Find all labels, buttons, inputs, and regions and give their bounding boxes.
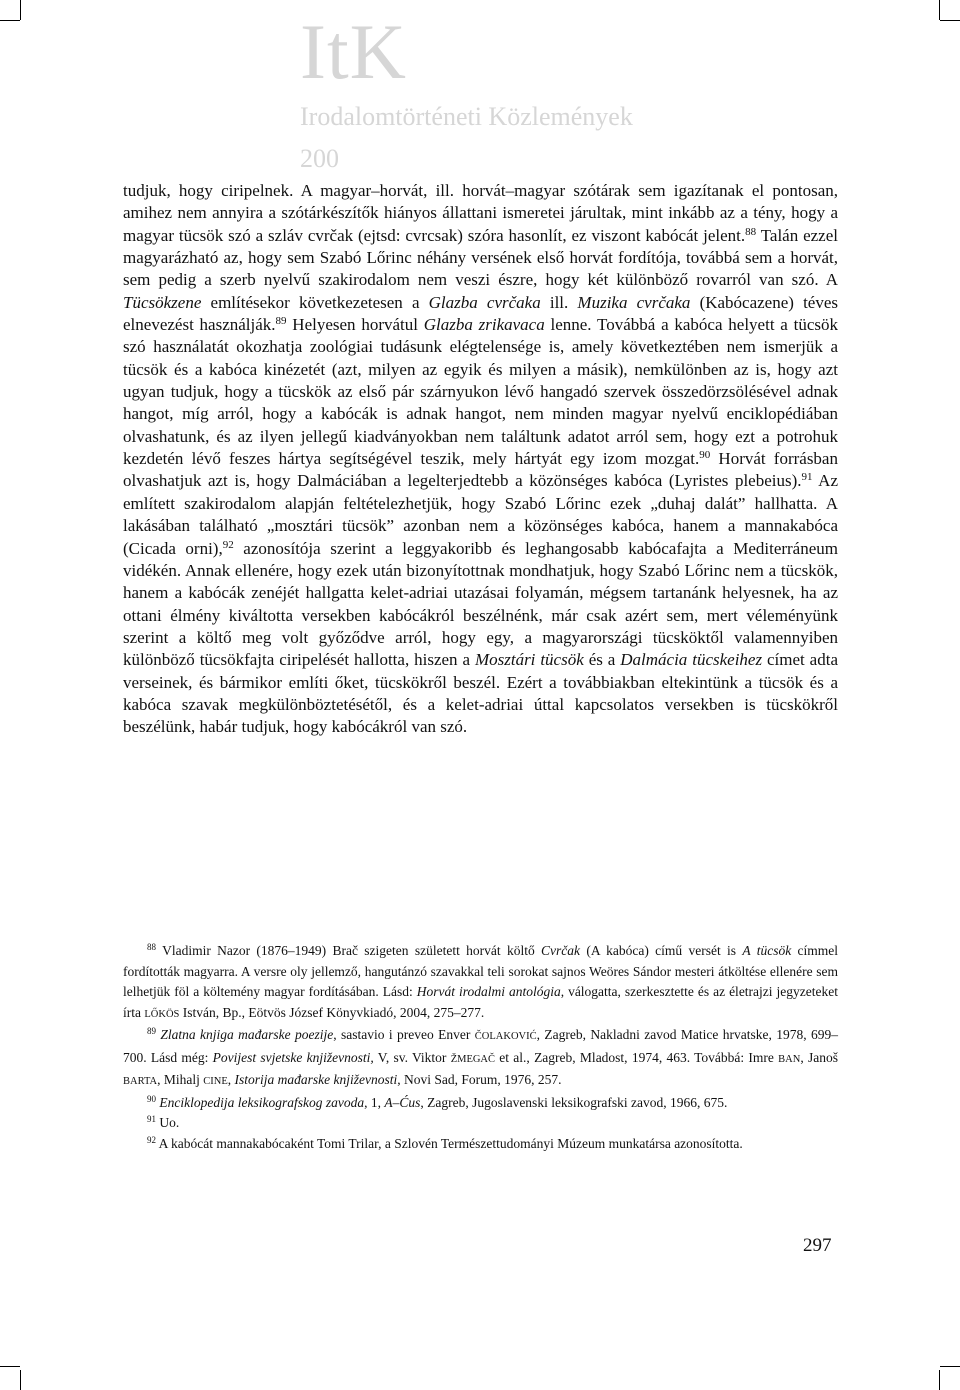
journal-year: 200 xyxy=(300,144,339,173)
footnote-ref-92[interactable]: 92 xyxy=(222,538,234,551)
footnote-91: $^{91}$ Uo. xyxy=(147,1114,180,1130)
footnote-92: $^{92}$ A kabócát mannakabócaként Tomi Trilar, a Szlovén Természettudományi Múzeum munkatársa azonosította. xyxy=(147,1134,743,1151)
footnote-ref-89[interactable]: 89 xyxy=(275,315,287,328)
crop-mark-bottom-right-h xyxy=(940,1366,960,1367)
crop-mark-bottom-left-h xyxy=(0,1366,20,1367)
crop-mark-top-right-v xyxy=(939,0,940,20)
crop-mark-top-right-h xyxy=(940,20,960,21)
page-number: 297 xyxy=(803,1235,832,1256)
journal-header xyxy=(300,8,633,174)
footnote-ref-90[interactable]: 90 xyxy=(699,449,711,462)
journal-logo: ItK xyxy=(300,8,407,95)
crop-mark-bottom-left-v xyxy=(20,1370,21,1390)
crop-mark-bottom-right-v xyxy=(939,1370,940,1390)
footnotes xyxy=(123,941,838,1154)
footnote-89: $^{89}$ Zlatna knjiga mađarske poezije, sastavio i preveo Enver ČOLAKOVIĆ, Zagreb, Nakladni zavod Matice hrvatske, 1978, 699–700. Lásd még: Povijest svjetske književnosti, V, sv. Viktor ŽMEGAČ et al., Zagreb, Mladost, 1974, 463. Továbbá: Imre BAN, Janoš BARTA, Mihalj CINE, Istorija mađarske književnosti, Novi Sad, Forum, 1976, 257. xyxy=(123,1026,838,1087)
crop-mark-top-left-h xyxy=(0,20,20,21)
footnote-88: $^{88}$ Vladimir Nazor (1876–1949) Brač szigeten született horvát költő Cvrčak (A kabóca) című versét is A tücsök címmel fordították magyarra. A versre oly jellemző, hangutánzó szavakkal teli sorokat sajnos Weöres Sándor mesteri átköltése ellenére sem lelhetjük föl a költemény magyar fordításában. Lásd: Horvát irodalmi antológia, válogatta, szerkesztette és az életrajzi jegyzeteket írta LŐKÖS István, Bp., Eötvös József Könyvkiadó, 2004, 275–277. xyxy=(123,942,838,1020)
footnote-90: $^{90}$ Enciklopedija leksikografskog zavoda, 1, A–Ćus, Zagreb, Jugoslavenski leksikografski zavod, 1966, 675. xyxy=(147,1093,728,1110)
footnote-ref-91[interactable]: 91 xyxy=(801,471,813,484)
footnote-ref-88[interactable]: 88 xyxy=(745,225,757,238)
journal-title: Irodalomtörténeti Közlemények xyxy=(300,102,633,131)
body-paragraph: tudjuk, hogy ciripelnek. A magyar–horvát, ill. horvát–magyar szótárak sem igazítanak el pontosan, amihez nem annyira a szótárkészítők hiányos állattani ismeretei járultak, mint inkább az a tény, hogy a magyar tücsök szó a szláv cvrčak (ejtsd: cvrcsak) szóra hasonlít, ez viszont kabócát jelent.$^{88}$ Talán ezzel magyarázható az, hogy sem Szabó Lőrinc néhány versének első horvát fordítója, továbbá sem a horvát, sem pedig a szerb nyelvű szakirodalom nem veszi észre, hogy két különböző rovarról van szó. A Tücsökzene említésekor következetesen a Glazba cvrčaka ill. Muzika cvrčaka (Kabócazene) téves elnevezést használják.$^{89}$ Helyesen horvátul Glazba zrikavaca lenne. Továbbá a kabóca helyett a tücsök szó használatát okozhatja zoológiai tudásunk elégtelensége is, amely következtében nem ismerjük a tücsök és a kabóca kinézetét (azt, milyen az egyik és milyen a másik), nemkülönben az is, hogy azt ugyan tudjuk, hogy a tücskök az első pár szárnyukon lévő hangadó szervek összedörzsölésével adnak hangot, míg arról, hogy a kabócák is adnak hangot, nem minden magyar nyelvű enciklopédiában olvashatunk, és az ilyen jellegű kiadványokban nem találtunk adatot arról sem, hogy ezt a potrohuk kezdetén lévő feszes hártya segítségével teszik, mely hártyát egy izom mozgat.$^{90}$ Horvát forrásban olvashatjuk azt is, hogy Dalmáciában a legelterjedtebb a közönséges kabóca (Lyristes plebeius).$^{91}$ Az említett szakirodalom alapján feltételezhetjük, hogy Szabó Lőrinc ezek „duhaj dalát” hallhatta. A lakásában található „mosztári tücsök” azonban nem a közönséges kabóca, hanem a mannakabóca (Cicada orni),$^{92}$ azonosítója szerint a leggyakoribb és leghangosabb kabócafajta a Mediterráneum vidékén. Annak ellenére, hogy ezek után bizonyítottnak mondhatjuk, hogy Szabó Lőrinc nem a tücskök, hanem a kabócák zenéjét hallgatta kelet-adriai utazásai folyamán, mégsem tartanánk helyesnek, ha az ottani élmény kiváltotta versekben kabócákról beszélnénk, már csak azért sem, mert véleményünk szerint a költő meg volt győződve arról, hogy egy, a magyarországi tücsköktől valamennyiben különböző tücsökfajta ciripelését hallotta, hiszen a Mosztári tücsök és a Dalmácia tücskeihez címet adta verseinek, és bármikor említi őket, tücskökről beszél. Ezért a továbbiakban eltekintünk a tücsök és a kabóca szavak megkülönböztetésétől, és a kelet-adriai úttal kapcsolatos versekben is tücskökről beszélünk, habár tudjuk, hogy kabócákról van szó. xyxy=(123,181,839,737)
crop-mark-top-left-v xyxy=(20,0,21,20)
